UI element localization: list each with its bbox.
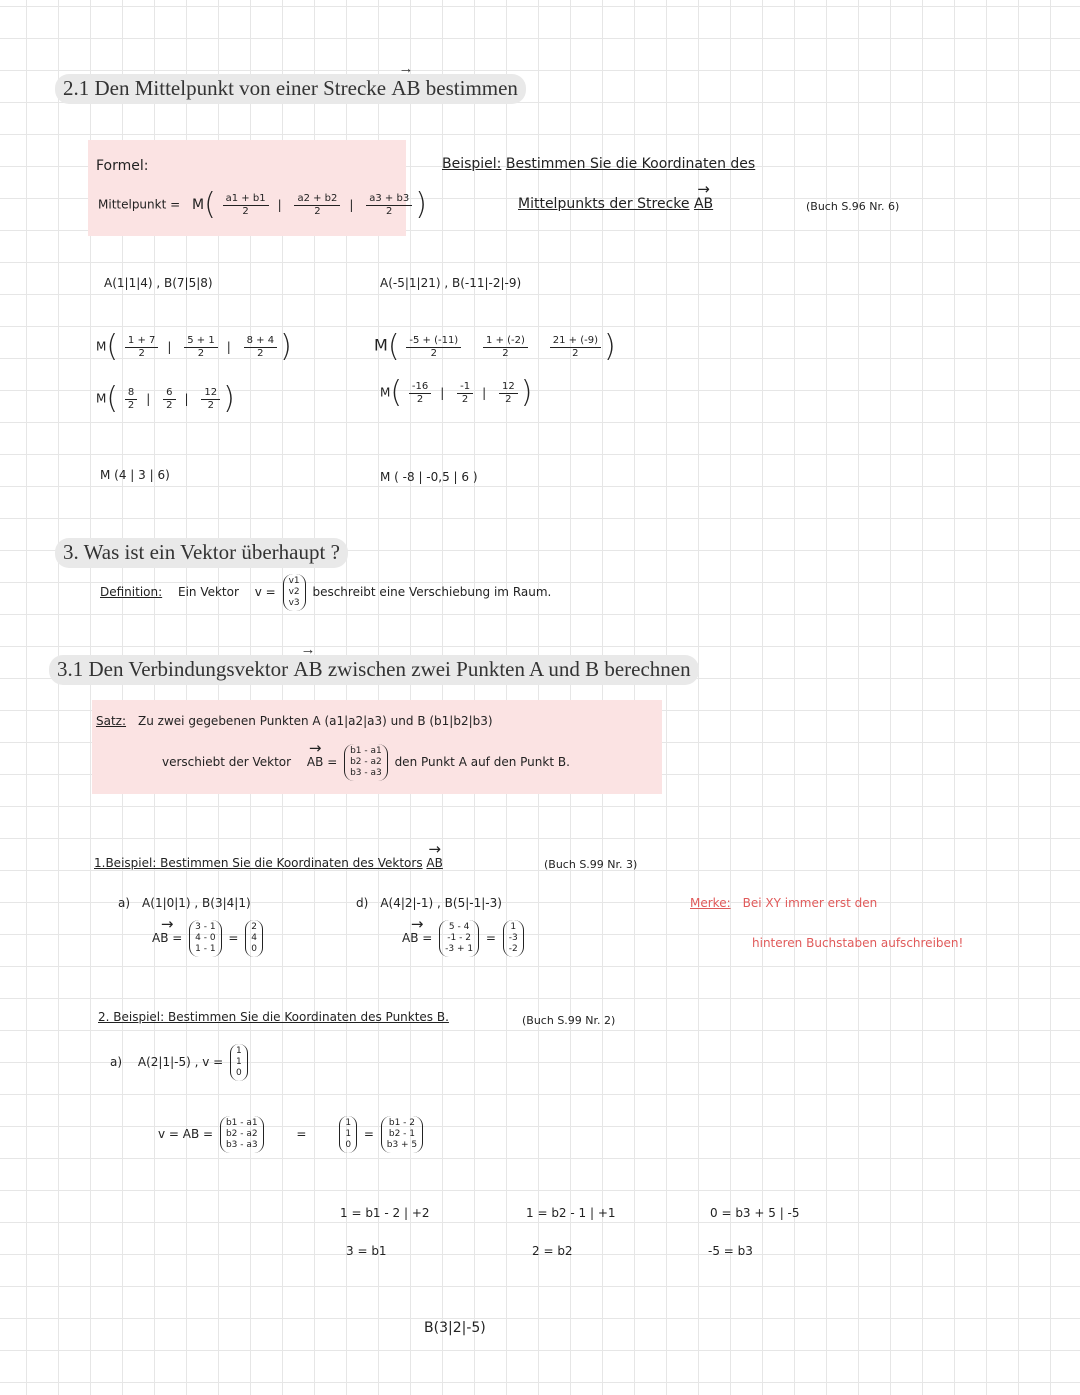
merke-line1: Merke: Bei XY immer erst den xyxy=(690,896,878,910)
left-row2: M( $\frac{8}{2}$ | $\frac{6}{2}$ | $\frac{12}{2}$ ) xyxy=(96,381,235,416)
midpoint-formula: Mittelpunkt = M( $\frac{a1 + b1}{2}$ | $\frac{a2 + b2}{2}$ | $\frac{a3 + b3}{2}$ ) xyxy=(98,187,427,222)
bsp1-ref: (Buch S.99 Nr. 3) xyxy=(544,858,638,871)
right-row1: M( $\frac{-5 + (-11)}{2}$ $\frac{1 + (-2)}{2}$ $\frac{21 + (-9)}{2}$ ) xyxy=(374,329,616,364)
bsp1-a-calc: → AB = 3 - 1 4 - 0 1 - 1 = 2 4 0 xyxy=(152,920,266,957)
right-result: M ( -8 | -0,5 | 6 ) xyxy=(380,470,478,484)
section-heading-3: 3. Was ist ein Vektor überhaupt ? xyxy=(55,538,348,568)
bsp2-given: a) A(2|1|-5) , v = 1 1 0 xyxy=(110,1044,251,1081)
bsp2-equation: v = AB = b1 - a1 b2 - a2 b3 - a3 = 1 1 0 = b1 - 2 b2 - 1 b3 + 5 xyxy=(158,1116,426,1153)
right-row2: M( $\frac{-16}{2}$ | $\frac{-1}{2}$ | $\frac{12}{2}$ ) xyxy=(380,375,533,410)
satz-line1: Satz: Zu zwei gegebenen Punkten A (a1|a2|a3) und B (b1|b2|b3) xyxy=(96,714,493,728)
left-row1: M( $\frac{1 + 7}{2}$ | $\frac{5 + 1}{2}$ | $\frac{8 + 4}{2}$ ) xyxy=(96,329,292,364)
beispiel-ref: (Buch S.96 Nr. 6) xyxy=(806,200,900,213)
bsp2-sol-1: 3 = b1 xyxy=(346,1244,387,1258)
bsp2-heading: 2. Beispiel: Bestimmen Sie die Koordinaten des Punktes B. xyxy=(98,1010,449,1024)
definition-line: Definition: Ein Vektor v = v1 v2 v3 beschreibt eine Verschiebung im Raum. xyxy=(100,574,551,611)
bsp1-a-given: a) A(1|0|1) , B(3|4|1) xyxy=(118,896,251,910)
section-heading-3-1: 3.1 Den Verbindungsvektor → AB zwischen zwei Punkten A und B berechnen xyxy=(49,655,699,685)
bsp2-eq-2: 1 = b2 - 1 | +1 xyxy=(526,1206,616,1220)
bsp2-ref: (Buch S.99 Nr. 2) xyxy=(522,1014,616,1027)
bsp2-eq-1: 1 = b1 - 2 | +2 xyxy=(340,1206,430,1220)
bsp1-d-calc: → AB = 5 - 4 -1 - 2 -3 + 1 = 1 -3 -2 xyxy=(402,920,527,957)
formula-box xyxy=(88,140,406,236)
bsp1-d-given: d) A(4|2|-1) , B(5|-1|-3) xyxy=(356,896,502,910)
bsp2-result: B(3|2|-5) xyxy=(424,1320,486,1336)
bsp2-sol-2: 2 = b2 xyxy=(532,1244,573,1258)
bsp1-heading: 1.Beispiel: Bestimmen Sie die Koordinaten des Vektors → AB xyxy=(94,856,443,870)
satz-line2: verschiebt der Vektor → AB = b1 - a1 b2 - a2 b3 - a3 den Punkt A auf den Punkt B. xyxy=(162,744,570,781)
bsp2-eq-3: 0 = b3 + 5 | -5 xyxy=(710,1206,800,1220)
beispiel-line1: Beispiel: Bestimmen Sie die Koordinaten des xyxy=(442,156,756,172)
left-given: A(1|1|4) , B(7|5|8) xyxy=(104,276,213,290)
merke-line2: hinteren Buchstaben aufschreiben! xyxy=(752,936,964,950)
section-heading-2-1: 2.1 Den Mittelpunkt von einer Strecke → AB bestimmen xyxy=(55,74,526,104)
bsp2-sol-3: -5 = b3 xyxy=(708,1244,753,1258)
left-result: M (4 | 3 | 6) xyxy=(100,468,170,482)
formel-label: Formel: xyxy=(96,158,149,174)
beispiel-line2: Mittelpunkts der Strecke → AB xyxy=(518,196,713,212)
right-given: A(-5|1|21) , B(-11|-2|-9) xyxy=(380,276,522,290)
